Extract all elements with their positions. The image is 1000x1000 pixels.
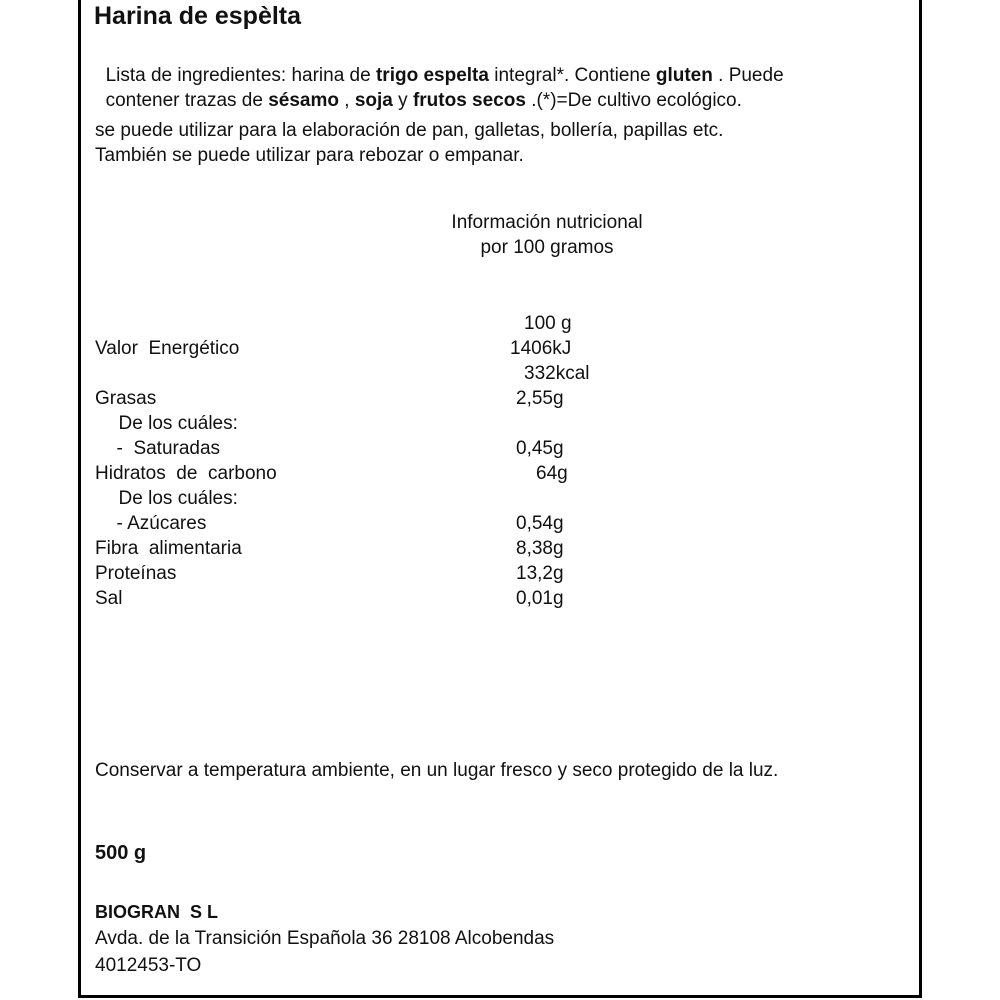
nutrition-value-sal: 0,01g (516, 588, 564, 609)
nutrition-value-azucares: 0,54g (516, 513, 564, 534)
storage-instructions: Conservar a temperatura ambiente, en un lugar fresco y seco protegido de la luz. (95, 760, 779, 781)
nutrition-value-kcal: 332kcal (524, 363, 590, 384)
net-weight: 500 g (95, 842, 147, 864)
nutrition-value-grasas: 2,55g (516, 388, 564, 409)
product-title: Harina de espèlta (94, 2, 302, 30)
nutrition-label-sal: Sal (95, 588, 123, 609)
nutrition-label-proteinas: Proteínas (95, 563, 177, 584)
nutrition-label-fibra: Fibra alimentaria (95, 538, 242, 559)
nutrition-heading: Información nutricional (451, 212, 643, 233)
nutrition-label-energy: Valor Energético (95, 338, 240, 359)
allergen-soja: soja (354, 90, 393, 111)
company-address: Avda. de la Transición Española 36 28108 Alcobendas (95, 928, 555, 949)
usage-line-2: También se puede utilizar para rebozar o empanar. (95, 145, 524, 166)
ingredients-text: .(*)=De cultivo ecológico. (525, 90, 742, 111)
ingredients-line-2 (95, 63, 742, 113)
allergen-frutos-secos: frutos secos (412, 90, 526, 111)
nutrition-label-grasas: Grasas (95, 388, 157, 409)
nutrition-column-header: 100 g (524, 313, 572, 334)
nutrition-value-fibra: 8,38g (516, 538, 564, 559)
allergen-gluten: gluten (655, 65, 713, 86)
nutrition-value-proteinas: 13,2g (516, 563, 564, 584)
registry-code: 4012453-TO (95, 955, 202, 976)
ingredient-allergen-trigo: trigo espelta (375, 65, 489, 86)
nutrition-value-hidratos: 64g (536, 463, 568, 484)
nutrition-label-azucares: - Azúcares (106, 513, 207, 534)
usage-line-1: se puede utilizar para la elaboración de pan, galletas, bollería, papillas etc. (95, 120, 724, 141)
nutrition-label-saturadas: - Saturadas (106, 438, 221, 459)
ingredients-text: contener trazas de (105, 90, 269, 111)
nutrition-label-de-los-cuales: De los cuáles: (108, 488, 238, 509)
nutrition-label-hidratos: Hidratos de carbono (95, 463, 277, 484)
nutrition-subheading: por 100 gramos (480, 237, 614, 258)
ingredients-text: , (339, 90, 355, 111)
company-name: BIOGRAN S L (95, 902, 219, 922)
ingredients-text: . Puede (712, 65, 784, 86)
nutrition-value-saturadas: 0,45g (516, 438, 564, 459)
ingredients-text: y (392, 90, 413, 111)
nutrition-value-kj: 1406kJ (510, 338, 572, 359)
ingredients-text: integral*. Contiene (488, 65, 656, 86)
ingredients-text: Lista de ingredientes: harina de (105, 65, 376, 86)
nutrition-label-de-los-cuales: De los cuáles: (108, 413, 238, 434)
allergen-sesamo: sésamo (268, 90, 339, 111)
